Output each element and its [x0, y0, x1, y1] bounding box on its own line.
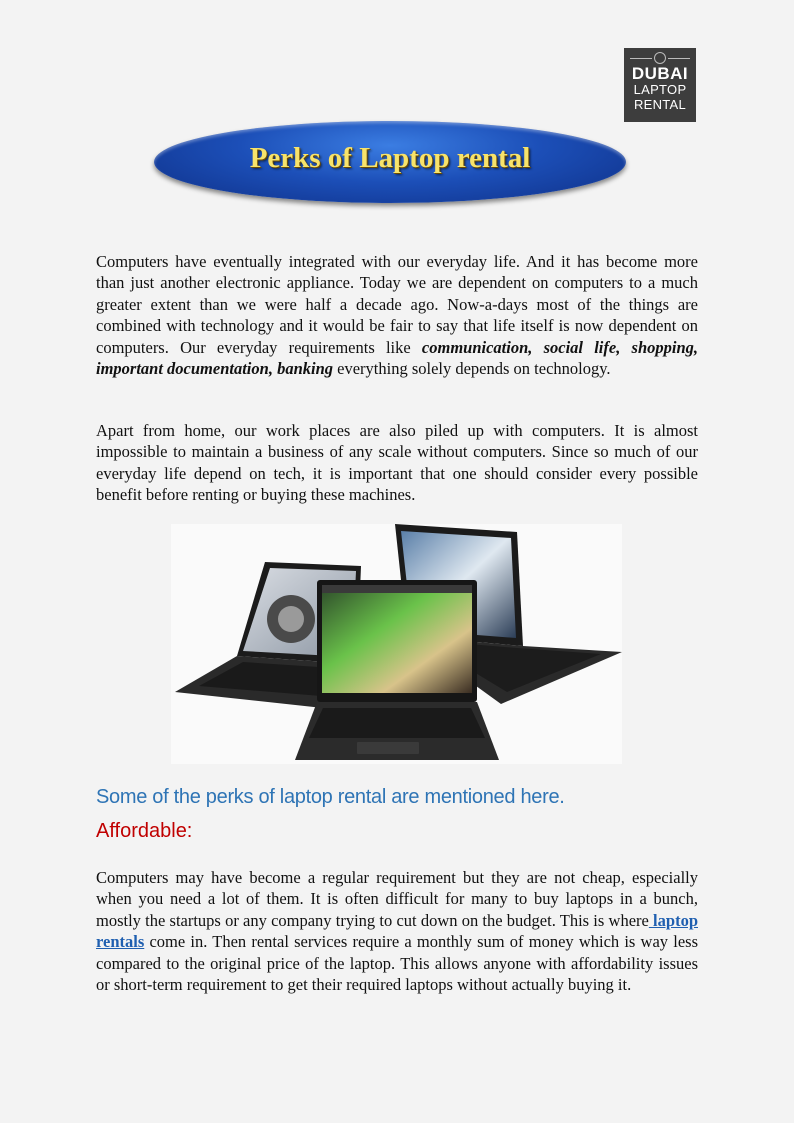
- affordable-heading: Affordable:: [96, 820, 193, 842]
- affordable-text-end: come in. Then rental services require a monthly sum of money which is way less compared to the original price of the laptop. This allows anyone with affordability issues or short-term requirement to get their required laptops without actually buying it.: [96, 932, 698, 995]
- perks-heading: Some of the perks of laptop rental are mentioned here.: [96, 786, 565, 808]
- intro-text-end: everything solely depends on technology.: [333, 359, 611, 379]
- logo-line-2: LAPTOP: [633, 82, 687, 97]
- page-title: Perks of Laptop rental: [249, 141, 531, 174]
- logo-line-1: DUBAI: [631, 64, 689, 83]
- laptop-rentals-link[interactable]: laptop rentals: [96, 910, 698, 952]
- intro-paragraph: [96, 251, 698, 379]
- intro-emphasis: communication, social life, shopping, important documentation, banking: [96, 337, 699, 379]
- workplaces-paragraph: Apart from home, our work places are also piled up with computers. It is almost impossible to maintain a business of any scale without computers. Since so much of our everyday life depend on tech, it is important that one should consider every possible benefit before renting or buying these machines.: [96, 421, 698, 505]
- affordable-paragraph: [96, 867, 698, 995]
- logo-ring-icon: [654, 52, 666, 64]
- logo-line-3: RENTAL: [633, 97, 687, 112]
- title-banner: [154, 121, 626, 203]
- intro-text-start: Computers have eventually integrated with our everyday life. And it has become more than just another electronic appliance. Today we are dependent on computers to a much greater extent than we were half a decade ago. Now-a-days most of the things are combined with technology and it would be fair to say that life itself is now dependent on computers. Our everyday requirements like: [96, 252, 698, 357]
- affordable-text-start: Computers may have become a regular requirement but they are not cheap, especially when you need a lot of them. It is often difficult for many to buy laptops in a bunch, mostly the startups or any company trying to cut down on the budget. This is where: [96, 868, 698, 930]
- dubai-laptop-rental-logo: [624, 48, 696, 122]
- laptops-illustration-icon: [171, 524, 622, 764]
- laptops-photo: [171, 524, 622, 764]
